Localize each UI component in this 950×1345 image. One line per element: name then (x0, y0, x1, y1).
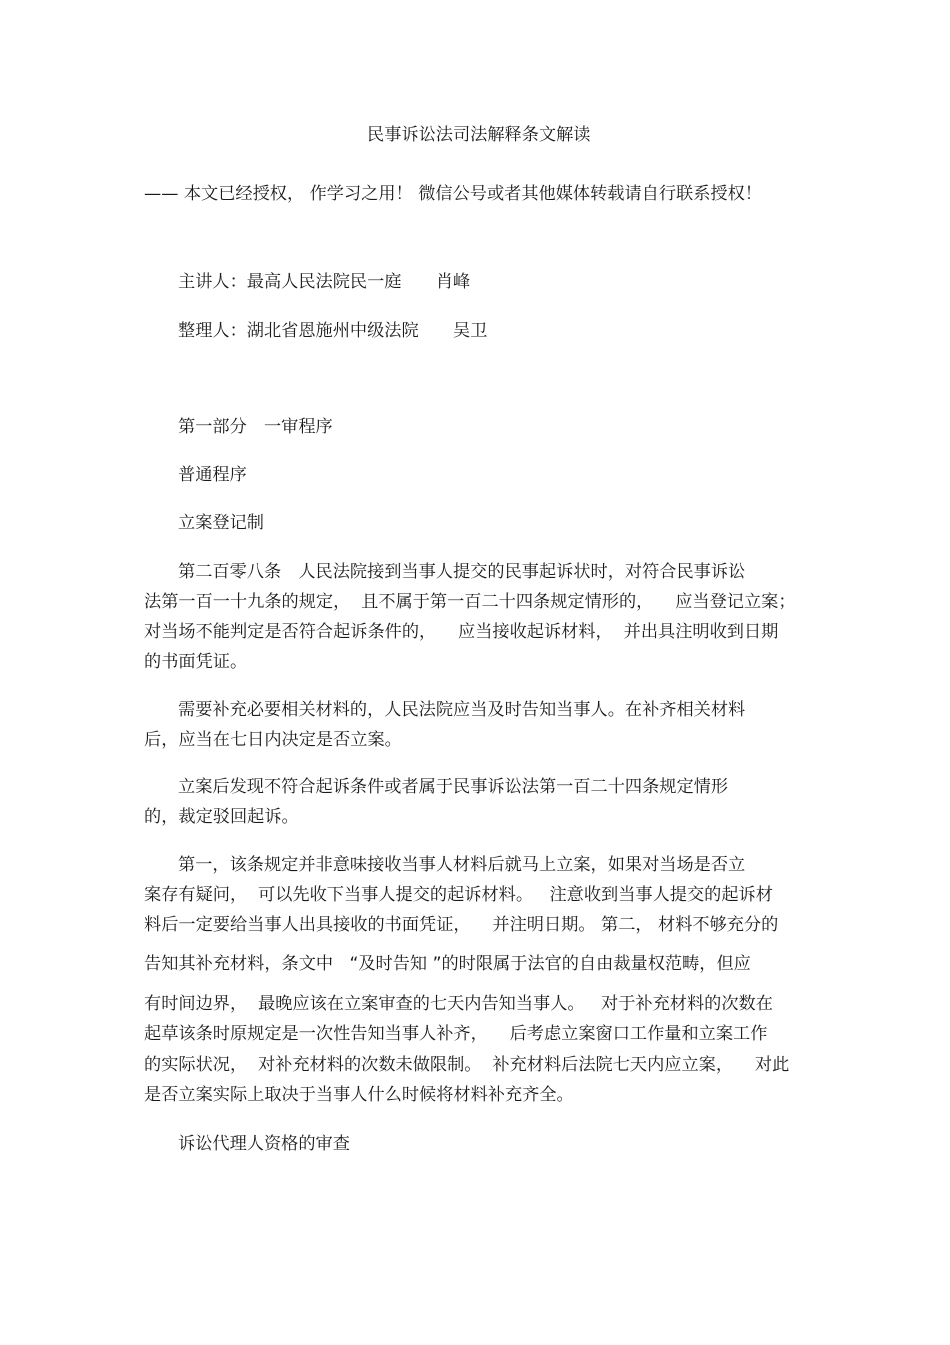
commentary-line: 案存有疑问， 可以先收下当事人提交的起诉材料。 注意收到当事人提交的起诉材 (144, 885, 773, 905)
authorization-notice: —— 本文已经授权， 作学习之用！ 微信公号或者其他媒体转载请自行联系授权！ (144, 184, 762, 204)
commentary-line: 料后一定要给当事人出具接收的书面凭证， 并注明日期。 第二， 材料不够充分的 (144, 915, 779, 935)
document-title: 民事诉讼法司法解释条文解读 (367, 125, 591, 145)
commentary-line: 的实际状况， 对补充材料的次数未做限制。 补充材料后法院七天内应立案， 对此 (144, 1055, 790, 1075)
article-208-line: 的书面凭证。 (144, 652, 248, 672)
article-208-line: 第二百零八条 人民法院接到当事人提交的民事起诉状时，对符合民事诉讼 (178, 562, 746, 582)
editor-line: 整理人：湖北省恩施州中级法院 吴卫 (178, 321, 488, 341)
supplement-paragraph-line: 需要补充必要相关材料的，人民法院应当及时告知当事人。在补齐相关材料 (178, 700, 746, 720)
subsection-heading: 立案登记制 (178, 513, 264, 533)
section-heading: 普通程序 (178, 465, 247, 485)
commentary-line: 是否立案实际上取决于当事人什么时候将材料补充齐全。 (144, 1085, 574, 1105)
commentary-line: 有时间边界， 最晚应该在立案审查的七天内告知当事人。 对于补充材料的次数在 (144, 994, 773, 1014)
commentary-line: 告知其补充材料，条文中 “及时告知 ”的时限属于法官的自由裁量权范畴，但应 (144, 954, 751, 974)
supplement-paragraph-line: 后，应当在七日内决定是否立案。 (144, 730, 402, 750)
article-208-line: 法第一百一十九条的规定， 且不属于第一百二十四条规定情形的， 应当登记立案； (144, 592, 796, 612)
dismissal-paragraph-line: 的，裁定驳回起诉。 (144, 807, 299, 827)
commentary-line: 起草该条时原规定是一次性告知当事人补齐， 后考虑立案窗口工作量和立案工作 (144, 1024, 768, 1044)
dismissal-paragraph-line: 立案后发现不符合起诉条件或者属于民事诉讼法第一百二十四条规定情形 (178, 777, 729, 797)
speaker-line: 主讲人：最高人民法院民一庭 肖峰 (178, 272, 471, 292)
part-heading: 第一部分 一审程序 (178, 417, 333, 437)
article-208-line: 对当场不能判定是否符合起诉条件的， 应当接收起诉材料， 并出具注明收到日期 (144, 622, 779, 642)
commentary-line: 第一，该条规定并非意味接收当事人材料后就马上立案，如果对当场是否立 (178, 855, 746, 875)
next-section-heading: 诉讼代理人资格的审查 (178, 1134, 350, 1154)
